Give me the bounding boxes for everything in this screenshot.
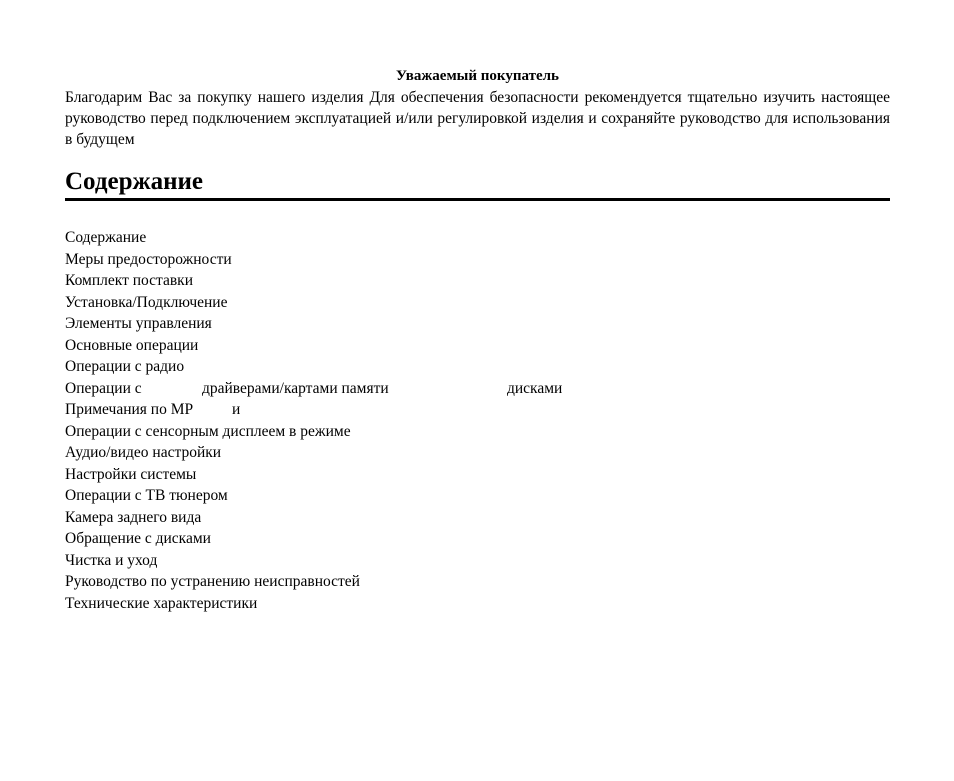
greeting-title: Уважаемый покупатель [396,68,559,84]
toc-item-media-part2: драйверами/картами памяти [202,379,389,397]
toc-item-disc-handling: Обращение с дисками [65,530,211,547]
toc-item-mp-part2: и [232,401,241,418]
toc-item-tv-tuner: Операции с ТВ тюнером [65,487,228,504]
toc-item-contents: Содержание [65,229,147,246]
toc-item-av-settings: Аудио/видео настройки [65,444,222,461]
toc-item-precautions: Меры предосторожности [65,250,232,268]
toc-item-controls: Элементы управления [65,315,212,332]
toc-item-installation: Установка/Подключение [65,293,228,311]
toc-item-basic-operations: Основные операции [65,336,199,354]
toc-item-mp-notes [65,399,890,421]
toc-item-touchscreen: Операции с сенсорным дисплеем в режиме [65,422,351,440]
toc-item-mp-part1: Примечания по MP [65,401,194,418]
toc-item-specifications: Технические характеристики [65,594,258,612]
intro-paragraph: Благодарим Вас за покупку нашего изделия Для обеспечения безопасности рекомендуется тщательно изучить настоящее руководство перед подключением эксплуатацией и/или регулировкой изделия и сохраняйте руководство для использования в будущем [65,89,890,148]
document-page [65,66,890,614]
toc-item-media [65,378,890,400]
toc-item-media-part1: Операции с [65,379,142,397]
toc-item-troubleshooting: Руководство по устранению неисправностей [65,573,360,590]
toc-item-radio: Операции с радио [65,358,185,375]
table-of-contents [65,227,890,614]
toc-item-cleaning: Чистка и уход [65,551,158,569]
toc-item-rear-camera: Камера заднего вида [65,508,202,526]
toc-item-system-settings: Настройки системы [65,465,197,483]
toc-item-package: Комплект поставки [65,272,194,289]
toc-item-media-part3: дисками [507,379,563,397]
contents-heading: Содержание [65,166,890,201]
